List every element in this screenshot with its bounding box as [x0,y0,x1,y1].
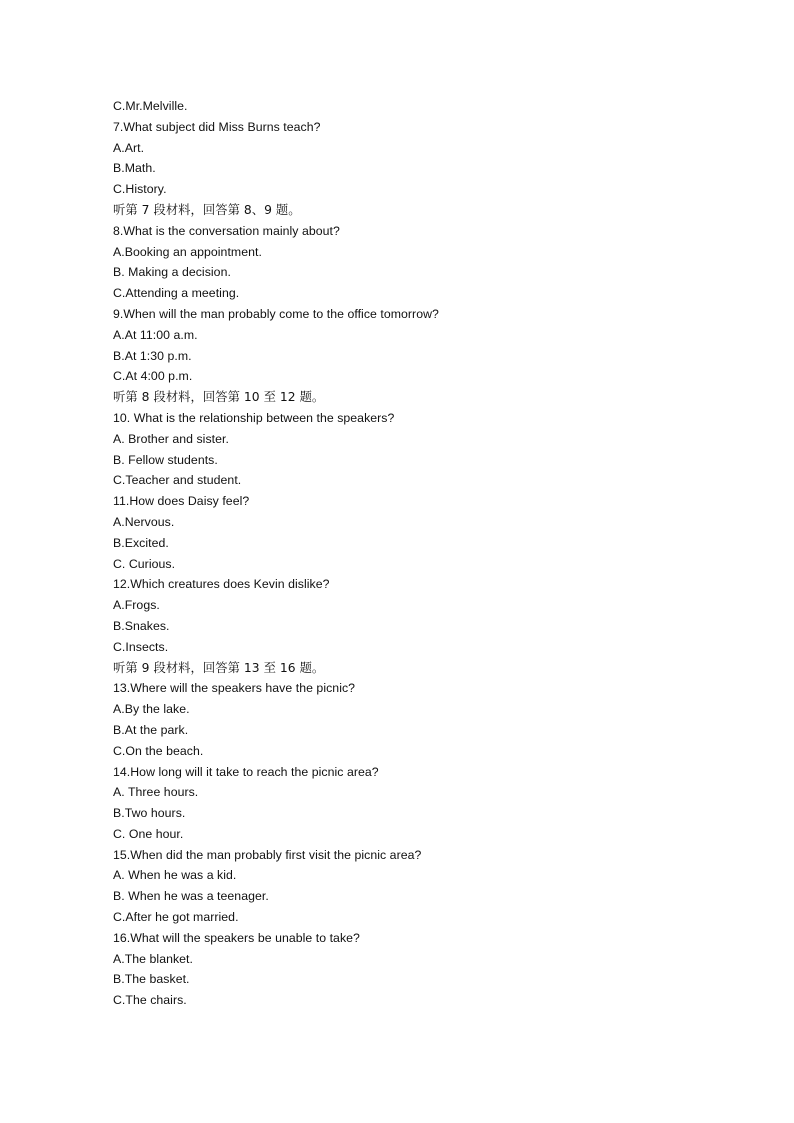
answer-option: B.At the park. [113,722,189,737]
answer-option: A. Brother and sister. [113,431,229,446]
section-heading: 听第 7 段材料，回答第 8、9 题。 [113,202,301,217]
answer-option: B.Excited. [113,535,169,550]
answer-option: B.Two hours. [113,806,186,821]
answer-option: C.Insects. [113,639,169,654]
question-text: 7.What subject did Miss Burns teach? [113,119,321,134]
answer-option: A.The blanket. [113,951,193,966]
question-text: 8.What is the conversation mainly about? [113,223,340,238]
section-heading: 听第 9 段材料，回答第 13 至 16 题。 [113,660,325,675]
answer-option: B.At 1:30 p.m. [113,348,192,363]
question-text: 13.Where will the speakers have the picnic? [113,681,356,696]
question-text: 16.What will the speakers be unable to take? [113,930,360,945]
answer-option: A.Nervous. [113,514,175,529]
answer-option: C.Teacher and student. [113,473,242,488]
answer-option: B.Math. [113,161,156,176]
answer-option: C.After he got married. [113,910,239,925]
answer-option: B. When he was a teenager. [113,889,269,904]
answer-option: B.Snakes. [113,618,170,633]
answer-option: C. Curious. [113,556,176,571]
question-text: 15.When did the man probably first visit the picnic area? [113,847,422,862]
answer-option: C.History. [113,182,167,197]
question-text: 12.Which creatures does Kevin dislike? [113,577,330,592]
answer-option: A.Art. [113,140,145,155]
answer-option: C.Attending a meeting. [113,286,240,301]
answer-option: A.Frogs. [113,598,160,613]
exam-content [113,96,733,1011]
answer-option: C.At 4:00 p.m. [113,369,193,384]
question-text: 9.When will the man probably come to the office tomorrow? [113,306,439,321]
answer-option: C.The chairs. [113,993,187,1008]
answer-option: B.The basket. [113,972,190,987]
answer-option: A. When he was a kid. [113,868,237,883]
question-text: 10. What is the relationship between the speakers? [113,410,395,425]
answer-option: A. Three hours. [113,785,199,800]
answer-option: C. One hour. [113,826,184,841]
answer-option: A.Booking an appointment. [113,244,262,259]
answer-option: C.On the beach. [113,743,204,758]
answer-option: C.Mr.Melville. [113,99,188,113]
question-text: 11.How does Daisy feel? [113,494,250,509]
answer-option: A.At 11:00 a.m. [113,327,198,342]
section-heading: 听第 8 段材料，回答第 10 至 12 题。 [113,390,325,405]
answer-option: A.By the lake. [113,702,190,717]
answer-option: B. Making a decision. [113,265,231,280]
question-text: 14.How long will it take to reach the picnic area? [113,764,379,779]
answer-option: B. Fellow students. [113,452,218,467]
